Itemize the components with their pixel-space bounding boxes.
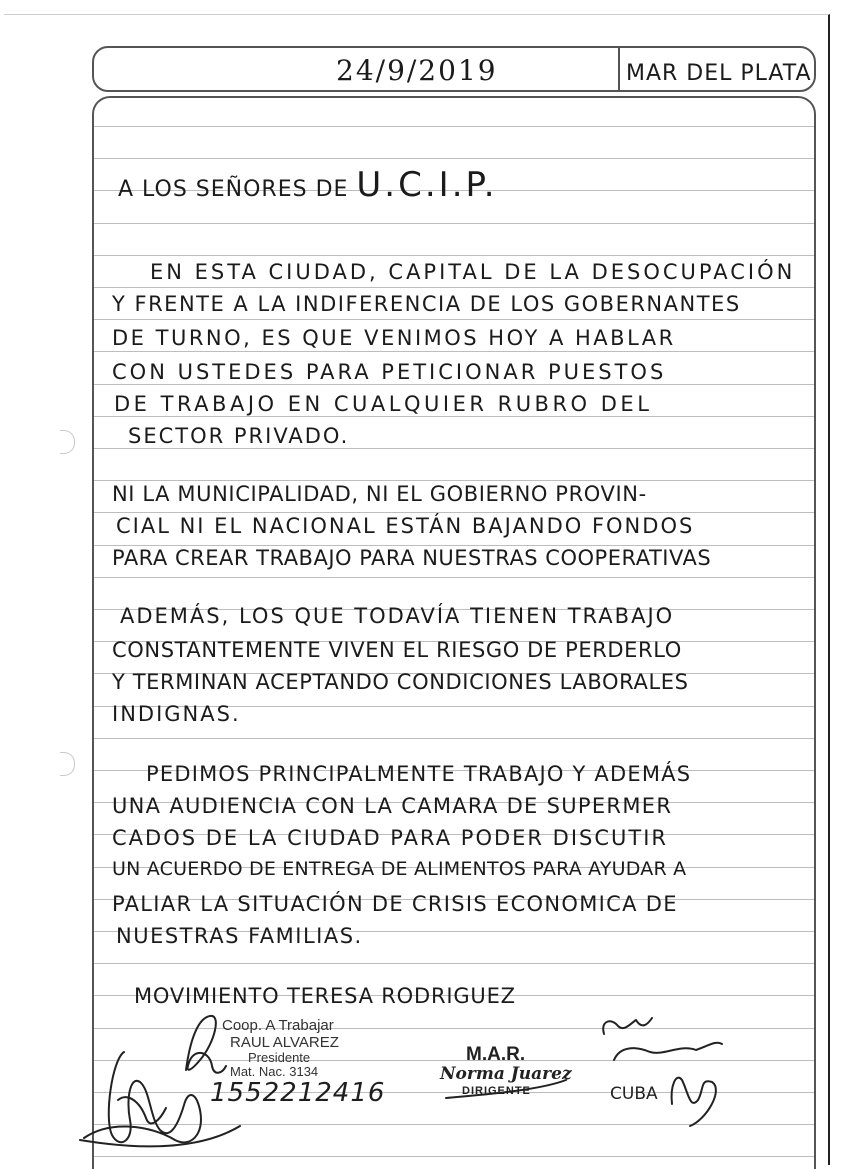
letter-line: NI LA MUNICIPALIDAD, NI EL GOBIERNO PROVIN- — [112, 482, 647, 506]
ruled-line — [94, 287, 814, 288]
header-divider — [618, 46, 620, 92]
mar-stamp-name: Norma Juarez — [440, 1064, 572, 1084]
coop-stamp — [222, 1018, 339, 1080]
ruled-line — [94, 512, 814, 513]
letter-line: PARA CREAR TRABAJO PARA NUESTRAS COOPERATIVAS — [112, 546, 712, 570]
coop-stamp-role: Presidente — [248, 1050, 311, 1065]
mar-stamp-org: M.A.R. — [466, 1044, 526, 1065]
ruled-line — [94, 158, 814, 159]
ruled-line — [94, 1156, 814, 1157]
letter-line: CONSTANTEMENTE VIVEN EL RIESGO DE PERDERLO — [112, 638, 682, 662]
letter-place: MAR DEL PLATA — [626, 61, 812, 86]
letter-line: CON USTEDES PARA PETICIONAR PUESTOS — [112, 360, 667, 384]
coop-phone: 1552212416 — [210, 1078, 386, 1108]
ruled-line — [94, 351, 814, 352]
ruled-line — [94, 1060, 814, 1061]
mar-stamp-role: DIRIGENTE — [462, 1085, 531, 1097]
body-box — [92, 96, 816, 1169]
letter-line: Y TERMINAN ACEPTANDO CONDICIONES LABORALES — [112, 670, 689, 694]
ruled-line — [94, 126, 814, 127]
letter-line: PEDIMOS PRINCIPALMENTE TRABAJO Y ADEMÁS — [146, 762, 692, 786]
ruled-line — [94, 963, 814, 964]
ruled-line — [94, 384, 814, 385]
ruled-line — [94, 223, 814, 224]
ruled-line — [94, 255, 814, 256]
ruled-line — [94, 1092, 814, 1093]
ruled-line — [94, 448, 814, 449]
letter-line: UN ACUERDO DE ENTREGA DE ALIMENTOS PARA AYUDAR A — [112, 858, 687, 880]
signatory-org: MOVIMIENTO TERESA RODRIGUEZ — [134, 984, 516, 1008]
letter-line: INDIGNAS. — [112, 702, 241, 726]
coop-stamp-name: Coop. A Trabajar — [222, 1017, 334, 1034]
coop-stamp-registration: Mat. Nac. 3134 — [230, 1064, 319, 1080]
cuba-label: CUBA — [610, 1084, 658, 1104]
ruled-line — [94, 738, 814, 739]
letter-line: PALIAR LA SITUACIÓN DE CRISIS ECONOMICA DE — [112, 892, 678, 916]
ruled-line — [94, 480, 814, 481]
letter-line: SECTOR PRIVADO. — [128, 424, 350, 448]
letter-line: DE TURNO, ES QUE VENIMOS HOY A HABLAR — [112, 326, 676, 350]
letter-line: UNA AUDIENCIA CON LA CAMARA DE SUPERMER — [112, 794, 673, 818]
letter-line: Y FRENTE A LA INDIFERENCIA DE LOS GOBERNANTES — [112, 292, 741, 316]
letter-line: CIAL NI EL NACIONAL ESTÁN BAJANDO FONDOS — [116, 514, 695, 538]
letter-line: NUESTRAS FAMILIAS. — [116, 924, 363, 948]
letter-line: EN ESTA CIUDAD, CAPITAL DE LA DESOCUPACIÓN — [150, 260, 796, 284]
addressee-org: U.C.I.P. — [356, 165, 498, 205]
letter-line: DE TRABAJO EN CUALQUIER RUBRO DEL — [114, 392, 653, 416]
letter-line: ADEMÁS, LOS QUE TODAVÍA TIENEN TRABAJO — [120, 604, 675, 628]
ruled-line — [94, 577, 814, 578]
letter-date: 24/9/2019 — [336, 54, 498, 87]
addressee — [118, 165, 498, 205]
ruled-line — [94, 1028, 814, 1029]
addressee-prefix: A LOS SEÑORES DE — [118, 177, 349, 202]
coop-stamp-president: RAUL ALVAREZ — [230, 1033, 339, 1051]
ruled-line — [94, 319, 814, 320]
ruled-line — [94, 416, 814, 417]
ruled-line — [94, 1124, 814, 1125]
letter-line: CADOS DE LA CIUDAD PARA PODER DISCUTIR — [112, 826, 669, 850]
